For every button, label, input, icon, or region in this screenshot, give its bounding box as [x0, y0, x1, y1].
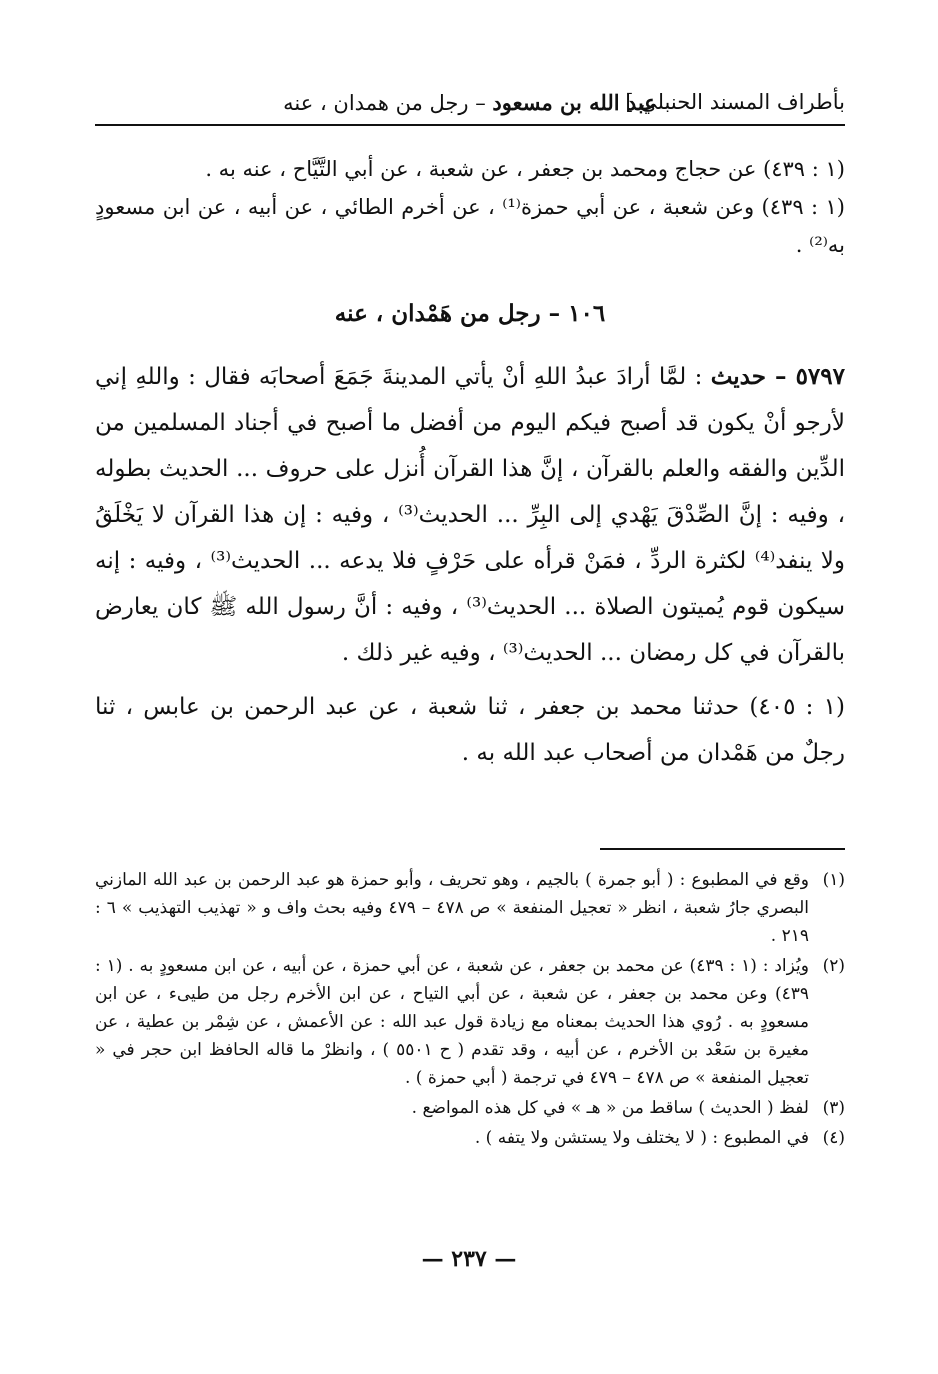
- footnote: [95, 952, 845, 1092]
- running-title-bold: عبد الله بن مسعود: [492, 90, 657, 115]
- footnote-number: (١): [822, 870, 845, 890]
- page-number: — ٢٣٧ —: [421, 1246, 517, 1272]
- page-header: [95, 84, 845, 126]
- citation-text: (١ : ٤٠٥) حدثنا محمد بن جعفر ، ثنا شعبة ، عن عبد الرحمن بن عابس ، ثنا رجلٌ من هَمْدان من أصحاب عبد الله به .: [95, 694, 845, 766]
- hadith-number: ٥٧٩٧ – حديث: [710, 363, 845, 390]
- footnotes: [95, 866, 845, 1154]
- hadith-text: : لمَّا أرادَ عبدُ اللهِ أنْ يأتي المدينةَ جَمَعَ أصحابَه فقال : واللهِ إني لأرجو أنْ يكون قد أصبح فيكم اليوم من أفضل ما أصبح في أجناد المسلمين من الدِّين والفقه والعلم بالقرآن ، إنَّ هذا القرآن أُنزل على حروف ... الحديث بطوله ، وفيه : إنَّ الصِّدْقَ يَهْدي إلى البِرِّ ... الحديث⁽³⁾ ، وفيه : إن هذا القرآن لا يَخْلَقُ ولا ينفد⁽⁴⁾ لكثرة الردِّ ، فمَنْ قرأه على حَرْفٍ فلا يدعه ... الحديث⁽³⁾ ، وفيه : إنه سيكون قوم يُميتون الصلاة ... الحديث⁽³⁾ ، وفيه : أنَّ رسول الله ﷺ كان يعارض بالقرآن في كل رمضان ... الحديث⁽³⁾ ، وفيه غير ذلك .: [95, 364, 846, 666]
- footnote-text: ويُزاد : (١ : ٤٣٩) عن محمد بن جعفر ، عن شعبة ، عن أبي حمزة ، عن أبيه ، عن ابن مسعودٍ به . (١ : ٤٣٩) وعن محمد بن جعفر ، عن شعبة ، عن أبي التياح ، عن ابن الأخرم رجل من طيىء ، عن ابن مسعودٍ به . رُوي هذا الحديث بمعناه مع زيادة قول عبد الله : عن الأعمش ، عن شِمْر بن عطية ، عن مغيرة بن سَعْد بن الأخرم ، عن أبيه ، وقد تقدم ( ح ٥٥٠١ ) ، وانظرْ ما قاله الحافظ ابن حجر في « تعجيل المنفعة » ص ٤٧٨ – ٤٧٩ في ترجمة ( أبي حمزة ) .: [95, 956, 809, 1088]
- continuation-lines: [95, 150, 845, 264]
- footnote: [95, 1094, 845, 1122]
- hadith-entry: [95, 354, 845, 676]
- continuation-line: (١ : ٤٣٩) عن حجاج ومحمد بن جعفر ، عن شعبة ، عن أبي التَّيَّاح ، عنه به .: [205, 157, 845, 181]
- footnote: [95, 866, 845, 950]
- hadith-paragraph: [95, 354, 845, 676]
- footnote-number: (٢): [822, 956, 845, 976]
- section-title: ١٠٦ – رجل من هَمْدان ، عنه: [334, 300, 606, 327]
- hadith-citation: [95, 684, 845, 776]
- footnote: [95, 1124, 845, 1152]
- footnote-divider: [600, 848, 845, 850]
- continuation-line: (١ : ٤٣٩) وعن شعبة ، عن أبي حمزة⁽¹⁾ ، عن أخرم الطائي ، عن أبيه ، عن ابن مسعودٍ به⁽²⁾ .: [95, 195, 845, 257]
- running-title: [95, 90, 845, 115]
- footnote-number: (٤): [822, 1128, 845, 1148]
- footnote-text: وقع في المطبوع : ( أبو جمرة ) بالجيم ، وهو تحريف ، وأبو حمزة هو عبد الرحمن بن عبد الله المازني البصري جارُ شعبة ، انظر « تعجيل المنفعة » ص ٤٧٨ – ٤٧٩ وفيه بحث واف و « تهذيب التهذيب » ٦ : ٢١٩ .: [95, 870, 809, 946]
- running-title-rest: – رجل من همدان ، عنه: [283, 91, 493, 115]
- footnote-text: لفظ ( الحديث ) ساقط من « هـ » في كل هذه المواضع .: [411, 1098, 809, 1118]
- footnote-text: في المطبوع : ( لا يختلف ولا يستشن ولا يتفه ) .: [474, 1128, 809, 1148]
- book-title: بأطراف المسند الحنبلي ]: [625, 90, 845, 114]
- footnote-number: (٣): [822, 1098, 845, 1118]
